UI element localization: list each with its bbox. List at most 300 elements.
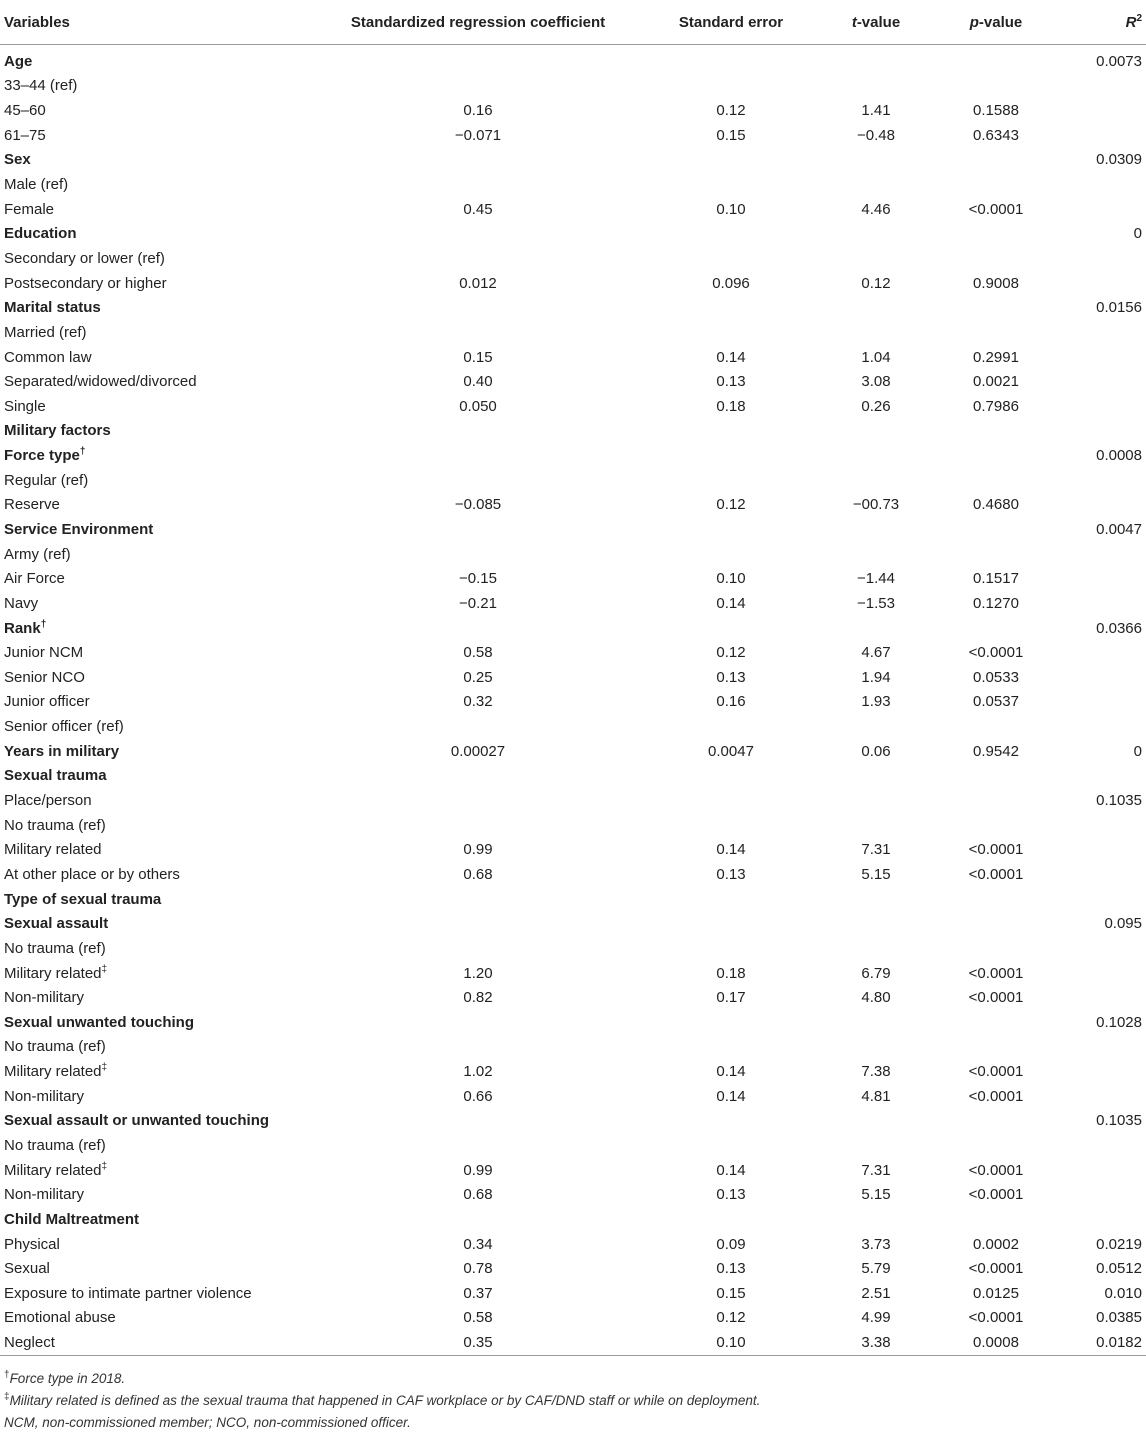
cell-r-squared [1056,961,1146,986]
cell-r-squared [1056,123,1146,148]
table-row [0,764,1146,789]
table-footnotes [0,1356,1146,1434]
cell-standard-error: 0.14 [716,1161,746,1179]
cell-r-squared [1056,640,1146,665]
cell-p-value: 0.0533 [973,668,1019,686]
cell-variable: Married (ref) [4,323,87,341]
cell-standard-error [646,764,816,789]
cell-p-value: <0.0001 [968,964,1024,982]
cell-variable: Child Maltreatment [4,1210,140,1228]
table-row [0,1158,1146,1183]
cell-r-squared: 0.010 [1104,1284,1142,1302]
table-row [0,1232,1146,1257]
cell-t-value [816,320,936,345]
cell-variable: Senior NCO [4,668,85,686]
cell-t-value: 4.81 [861,1087,891,1105]
cell-coefficient [310,1109,646,1134]
table-row [0,640,1146,665]
cell-variable: Place/person [4,792,92,810]
cell-standard-error [646,443,816,468]
footnote: †Force type in 2018. [4,1369,126,1386]
cell-standard-error [646,788,816,813]
cell-p-value: <0.0001 [968,865,1024,883]
cell-r-squared [1056,690,1146,715]
table-row [0,1109,1146,1134]
cell-p-value [936,1133,1056,1158]
cell-t-value: 6.79 [861,964,891,982]
table-row [0,74,1146,99]
cell-standard-error: 0.14 [716,348,746,366]
cell-standard-error: 0.12 [716,644,746,662]
cell-standard-error: 0.14 [716,594,746,612]
cell-variable: Non-military [4,1087,85,1105]
header-r-squared: $R^2$ [1056,0,1146,45]
cell-t-value: 3.08 [861,373,891,391]
cell-t-value [816,295,936,320]
cell-variable: 45–60 [4,102,46,120]
cell-t-value: −0.48 [857,126,895,144]
cell-variable: Male (ref) [4,176,69,194]
cell-standard-error: 0.18 [716,397,746,415]
cell-p-value [936,542,1056,567]
table-row [0,246,1146,271]
table-row [0,172,1146,197]
cell-p-value: 0.0002 [973,1235,1019,1253]
cell-r-squared [1056,468,1146,493]
cell-r-squared [1056,1035,1146,1060]
cell-t-value [816,887,936,912]
cell-standard-error: 0.14 [716,1063,746,1081]
cell-variable: Non-military [4,989,85,1007]
cell-p-value [936,320,1056,345]
cell-coefficient: 0.35 [310,1330,646,1355]
cell-coefficient: −0.085 [454,496,502,514]
table-row [0,542,1146,567]
cell-r-squared [1056,369,1146,394]
cell-p-value: 0.0021 [973,373,1019,391]
cell-variable: Force type† [4,446,86,465]
cell-p-value [936,148,1056,173]
cell-variable: Exposure to intimate partner violence [4,1284,252,1302]
cell-r-squared: 0.0219 [1096,1235,1142,1253]
table-row [0,221,1146,246]
table-row [0,1035,1146,1060]
cell-t-value [816,1133,936,1158]
cell-p-value: <0.0001 [968,1309,1024,1327]
cell-r-squared [1056,172,1146,197]
cell-r-squared [1056,936,1146,961]
cell-t-value: 3.38 [816,1330,936,1355]
cell-standard-error: 0.10 [716,200,746,218]
cell-coefficient: 1.20 [463,964,493,982]
table-row [0,394,1146,419]
cell-coefficient [310,542,646,567]
cell-t-value: 1.04 [861,348,891,366]
cell-variable: Sexual assault [4,915,109,933]
cell-coefficient: −0.071 [454,126,502,144]
cell-t-value: 4.99 [861,1309,891,1327]
cell-coefficient [310,714,646,739]
cell-standard-error [646,320,816,345]
cell-variable: Female [4,200,55,218]
footnote: NCM, non-commissioned member; NCO, non-commissioned officer. [4,1414,411,1430]
cell-t-value: 7.31 [861,841,891,859]
cell-variable: At other place or by others [4,865,180,883]
cell-t-value: 5.15 [861,865,891,883]
cell-standard-error [646,148,816,173]
cell-r-squared [1056,764,1146,789]
cell-t-value [816,74,936,99]
cell-p-value: 0.4680 [973,496,1019,514]
cell-coefficient [310,1010,646,1035]
table-row [0,148,1146,173]
cell-p-value [936,1035,1056,1060]
cell-coefficient [310,148,646,173]
cell-p-value [936,172,1056,197]
cell-variable: Navy [4,594,39,612]
cell-t-value [816,419,936,444]
cell-t-value [816,788,936,813]
table-row [0,961,1146,986]
header-variables: Variables [0,0,310,45]
cell-variable: Type of sexual trauma [4,890,162,908]
cell-r-squared: 0 [1133,742,1142,760]
cell-p-value [936,788,1056,813]
table-row [0,591,1146,616]
cell-coefficient [310,887,646,912]
cell-p-value: <0.0001 [968,989,1024,1007]
table-body [0,45,1146,1356]
cell-coefficient [310,419,646,444]
cell-r-squared [1056,542,1146,567]
cell-t-value: −00.73 [852,496,900,514]
cell-standard-error: 0.12 [716,102,746,120]
cell-r-squared [1056,197,1146,222]
cell-coefficient: 0.012 [459,274,497,292]
cell-t-value [816,911,936,936]
cell-p-value [936,221,1056,246]
cell-coefficient: 0.25 [463,668,493,686]
cell-t-value [816,1207,936,1232]
cell-p-value: 0.7986 [973,397,1019,415]
cell-coefficient [310,443,646,468]
cell-t-value [816,45,936,74]
table-row [0,1133,1146,1158]
cell-t-value: 1.41 [861,102,891,120]
cell-r-squared [1056,74,1146,99]
cell-r-squared [1056,246,1146,271]
cell-variable: Sexual unwanted touching [4,1013,195,1031]
cell-variable: Sexual [4,1260,50,1278]
table-row [0,295,1146,320]
cell-coefficient: 0.050 [459,397,497,415]
cell-coefficient [310,936,646,961]
cell-standard-error [646,517,816,542]
cell-coefficient: 0.82 [463,989,493,1007]
cell-standard-error [646,1207,816,1232]
cell-p-value [936,443,1056,468]
cell-p-value: <0.0001 [968,1063,1024,1081]
cell-p-value [936,419,1056,444]
header-coefficient: Standardized regression coefficient [310,0,646,45]
cell-r-squared [1056,862,1146,887]
cell-r-squared: 0.0008 [1096,447,1142,465]
cell-t-value [816,1109,936,1134]
cell-r-squared: 0.1035 [1096,1112,1142,1130]
table-row [0,468,1146,493]
cell-coefficient [310,788,646,813]
cell-variable: Marital status [4,299,101,317]
header-p-value: p-value [936,0,1056,45]
cell-t-value: 0.12 [861,274,891,292]
cell-r-squared [1056,320,1146,345]
cell-standard-error [646,419,816,444]
cell-t-value [816,813,936,838]
cell-coefficient: 0.15 [463,348,493,366]
cell-variable: Service Environment [4,520,154,538]
cell-coefficient [310,320,646,345]
cell-coefficient: 0.99 [463,841,493,859]
cell-variable: Neglect [0,1330,310,1355]
table-row [0,813,1146,838]
cell-variable: Separated/widowed/divorced [4,373,197,391]
cell-variable: Sexual assault or unwanted touching [4,1112,270,1130]
table-row [0,123,1146,148]
cell-t-value [816,246,936,271]
cell-standard-error: 0.13 [716,668,746,686]
cell-r-squared [1056,591,1146,616]
cell-variable: Non-military [4,1186,85,1204]
cell-p-value [936,616,1056,641]
cell-coefficient [310,1035,646,1060]
cell-p-value [936,936,1056,961]
cell-t-value: 5.79 [861,1260,891,1278]
cell-t-value [816,714,936,739]
table-row [0,1281,1146,1306]
cell-coefficient [310,74,646,99]
cell-p-value: 0.9008 [973,274,1019,292]
cell-variable: Sex [4,151,31,169]
table-row [0,714,1146,739]
cell-p-value: 0.6343 [973,126,1019,144]
cell-variable: No trauma (ref) [4,816,106,834]
cell-p-value: 0.2991 [973,348,1019,366]
cell-t-value [816,764,936,789]
cell-variable: Junior officer [4,693,90,711]
table-row [0,739,1146,764]
cell-t-value [816,517,936,542]
cell-t-value [816,616,936,641]
cell-p-value: 0.9542 [973,742,1019,760]
table-row [0,443,1146,468]
table-row [0,1306,1146,1331]
cell-standard-error: 0.14 [716,1087,746,1105]
cell-r-squared [1056,1207,1146,1232]
cell-p-value: <0.0001 [968,1161,1024,1179]
cell-p-value [936,517,1056,542]
cell-standard-error: 0.096 [712,274,750,292]
cell-r-squared [1056,493,1146,518]
cell-r-squared [1056,1158,1146,1183]
cell-standard-error [646,887,816,912]
cell-r-squared [1056,838,1146,863]
cell-coefficient: 0.16 [463,102,493,120]
cell-coefficient: 0.99 [463,1161,493,1179]
cell-t-value: 1.94 [861,668,891,686]
cell-p-value [936,246,1056,271]
cell-t-value [816,468,936,493]
cell-r-squared [1056,345,1146,370]
cell-p-value: 0.0125 [973,1284,1019,1302]
cell-p-value: <0.0001 [968,1186,1024,1204]
cell-r-squared [1056,714,1146,739]
cell-variable: No trauma (ref) [4,1038,106,1056]
cell-r-squared: 0.0385 [1096,1309,1142,1327]
cell-p-value: 0.1270 [973,594,1019,612]
cell-variable: Emotional abuse [4,1309,116,1327]
cell-r-squared: 0.1028 [1096,1013,1142,1031]
cell-r-squared [1056,813,1146,838]
cell-r-squared [1056,98,1146,123]
cell-variable: Military related‡ [4,1160,108,1179]
cell-r-squared [1056,271,1146,296]
cell-coefficient: 0.45 [463,200,493,218]
cell-t-value: 0.26 [861,397,891,415]
cell-coefficient [310,911,646,936]
cell-standard-error [646,74,816,99]
cell-standard-error [646,813,816,838]
cell-r-squared: 0.0512 [1096,1260,1142,1278]
table-row [0,838,1146,863]
header-t-value: t-value [816,0,936,45]
cell-variable: Senior officer (ref) [4,718,124,736]
table-row [0,1010,1146,1035]
cell-r-squared [1056,419,1146,444]
cell-coefficient: −0.15 [459,570,497,588]
cell-standard-error: 0.14 [716,841,746,859]
cell-r-squared [1056,566,1146,591]
cell-coefficient [310,221,646,246]
cell-r-squared: 0.0309 [1096,151,1142,169]
cell-standard-error [646,616,816,641]
cell-variable: Military related‡ [4,1062,108,1081]
cell-t-value: 4.80 [861,989,891,1007]
table-row [0,936,1146,961]
cell-coefficient [310,246,646,271]
cell-p-value [936,813,1056,838]
cell-variable: Education [4,225,77,243]
cell-standard-error: 0.17 [716,989,746,1007]
cell-coefficient [310,764,646,789]
cell-standard-error: 0.15 [716,1284,746,1302]
table-row [0,197,1146,222]
cell-standard-error: 0.10 [716,570,746,588]
cell-standard-error [646,1035,816,1060]
table-row [0,862,1146,887]
cell-variable: Postsecondary or higher [4,274,167,292]
cell-variable: 33–44 (ref) [4,77,78,95]
cell-t-value: 4.67 [861,644,891,662]
cell-r-squared [1056,394,1146,419]
table-row [0,517,1146,542]
cell-t-value: 7.38 [861,1063,891,1081]
cell-p-value [936,887,1056,912]
cell-standard-error [646,221,816,246]
cell-coefficient: 0.66 [463,1087,493,1105]
cell-t-value [816,1010,936,1035]
table-row [0,45,1146,74]
table-row [0,493,1146,518]
cell-coefficient: 0.78 [463,1260,493,1278]
table-row [0,566,1146,591]
cell-coefficient: 0.37 [463,1284,493,1302]
cell-coefficient [310,616,646,641]
table-row [0,320,1146,345]
cell-variable: Age [4,52,33,70]
cell-standard-error [646,936,816,961]
cell-variable: Junior NCM [4,644,84,662]
cell-coefficient: 0.40 [463,373,493,391]
cell-coefficient: 0.68 [463,1186,493,1204]
cell-p-value [936,1207,1056,1232]
cell-variable: Military related‡ [4,963,108,982]
cell-variable: Common law [4,348,92,366]
cell-r-squared: 0.0366 [1096,619,1142,637]
cell-standard-error [646,542,816,567]
table-row [0,911,1146,936]
cell-p-value [936,468,1056,493]
cell-t-value: 5.15 [861,1186,891,1204]
cell-standard-error: 0.13 [716,373,746,391]
cell-r-squared [1056,1059,1146,1084]
cell-p-value: <0.0001 [968,200,1024,218]
cell-p-value [936,1109,1056,1134]
cell-coefficient: 0.68 [463,865,493,883]
cell-standard-error: 0.15 [716,126,746,144]
table-row [0,887,1146,912]
cell-coefficient: 1.02 [463,1063,493,1081]
cell-p-value: <0.0001 [968,1087,1024,1105]
cell-p-value [936,74,1056,99]
table-row [0,690,1146,715]
cell-coefficient: 0.34 [463,1235,493,1253]
cell-standard-error: 0.09 [716,1235,746,1253]
table-row [0,985,1146,1010]
cell-p-value [936,714,1056,739]
cell-p-value [936,45,1056,74]
cell-standard-error [646,468,816,493]
cell-r-squared: 0.095 [1104,915,1142,933]
table-row [0,788,1146,813]
cell-standard-error: 0.12 [716,1309,746,1327]
cell-coefficient [310,1133,646,1158]
cell-t-value: 4.46 [861,200,891,218]
cell-variable: Single [4,397,46,415]
cell-standard-error: 0.13 [716,1186,746,1204]
cell-standard-error: 0.10 [646,1330,816,1355]
cell-t-value: −1.53 [857,594,895,612]
cell-coefficient: 0.58 [463,1309,493,1327]
cell-p-value: <0.0001 [968,841,1024,859]
cell-t-value: 0.06 [861,742,891,760]
cell-standard-error: 0.13 [716,865,746,883]
cell-t-value [816,221,936,246]
table-row [0,1059,1146,1084]
cell-r-squared: 0.0156 [1096,299,1142,317]
footnote: ‡Military related is defined as the sexual trauma that happened in CAF workplace or by CAF/DND staff or while on deployment. [4,1391,761,1408]
table-row [0,616,1146,641]
cell-standard-error [646,1010,816,1035]
